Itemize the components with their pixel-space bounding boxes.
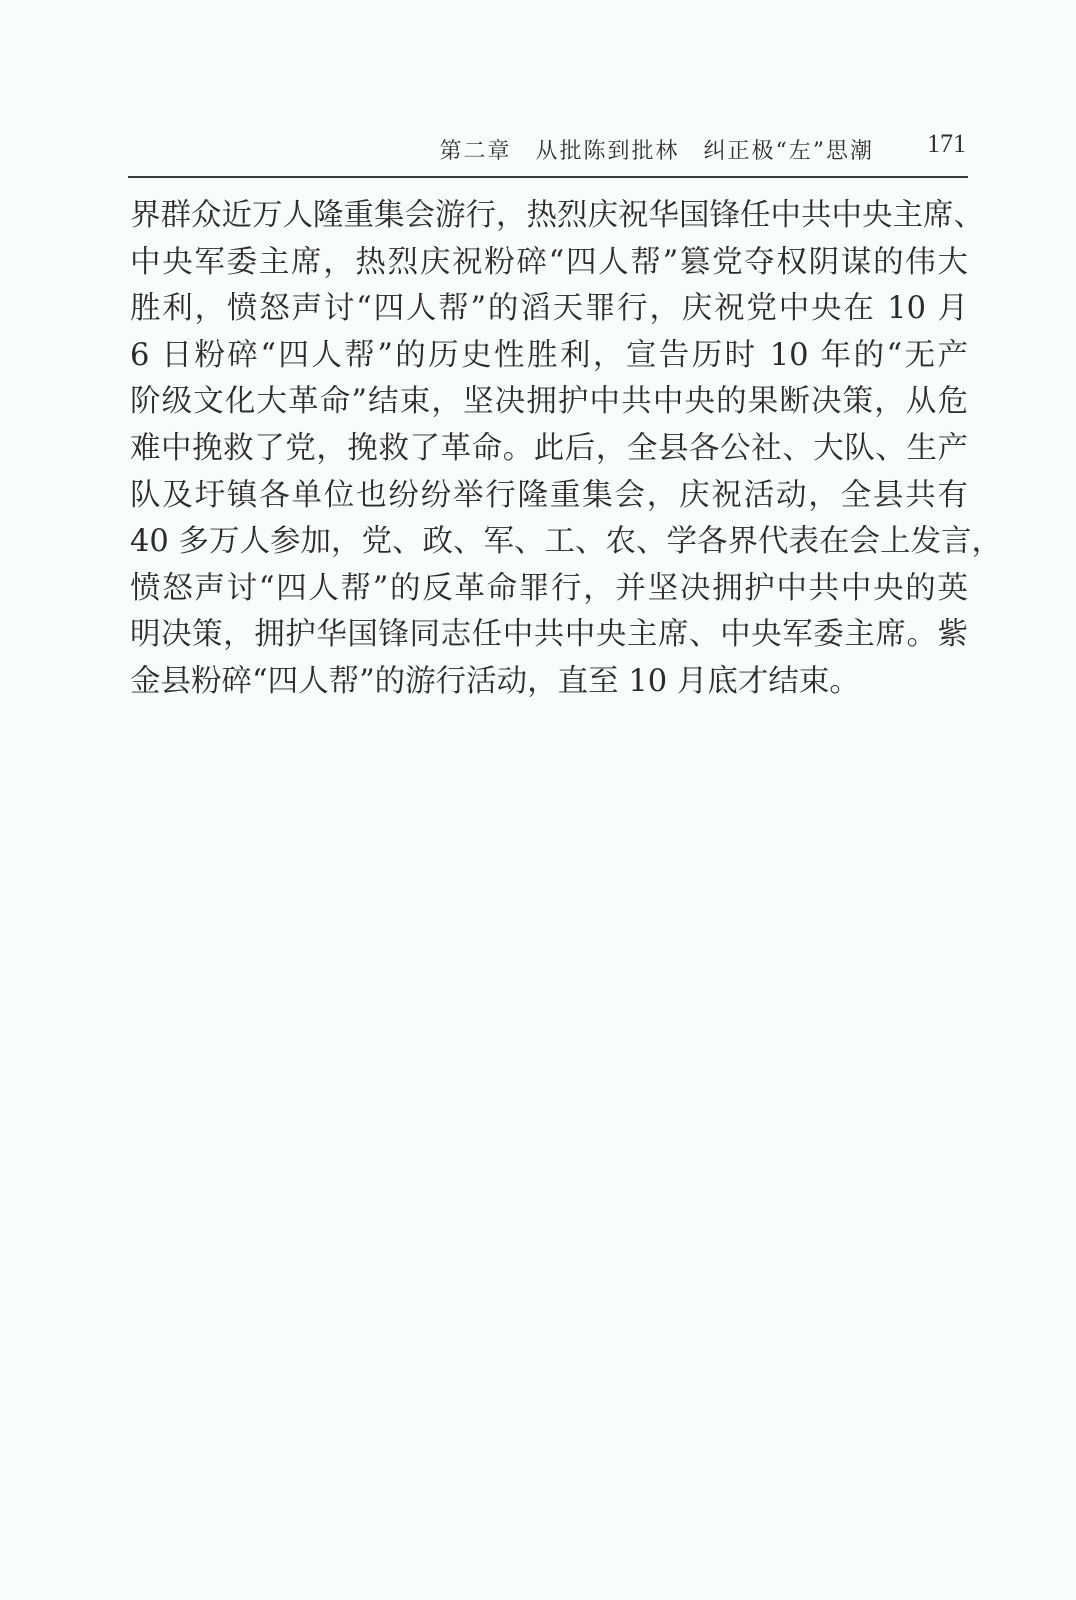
body-paragraph (130, 193, 1003, 706)
text-line: 中央军委主席，热烈庆祝粉碎“四人帮”篡党夺权阴谋的伟大 (130, 244, 968, 280)
text-line: 明决策，拥护华国锋同志任中共中央主席、中央军委主席。紫 (130, 617, 968, 653)
running-header (128, 126, 966, 170)
text-line: 界群众近万人隆重集会游行，热烈庆祝华国锋任中共中央主席、 (130, 198, 984, 233)
page-number: 171 (927, 129, 966, 158)
header-rule (128, 176, 968, 178)
text-line: 金县粉碎“四人帮”的游行活动，直至 10 月底才结束。 (130, 663, 860, 699)
chapter-title: 第二章 从批陈到批林 纠正极“左”思潮 (439, 139, 874, 164)
text-line: 6 日粉碎“四人帮”的历史性胜利，宣告历时 10 年的“无产 (130, 337, 968, 373)
text-line: 愤怒声讨“四人帮”的反革命罪行，并坚决拥护中共中央的英 (130, 570, 968, 606)
text-line: 难中挽救了党，挽救了革命。此后，全县各公社、大队、生产 (130, 430, 968, 466)
text-line: 阶级文化大革命”结束，坚决拥护中共中央的果断决策，从危 (130, 384, 968, 420)
text-line: 40 多万人参加，党、政、军、工、农、学各界代表在会上发言， (130, 524, 1003, 560)
text-line: 队及圩镇各单位也纷纷举行隆重集会，庆祝活动，全县共有 (130, 477, 968, 513)
text-line: 胜利，愤怒声讨“四人帮”的滔天罪行，庆祝党中央在 10 月 (130, 291, 968, 327)
